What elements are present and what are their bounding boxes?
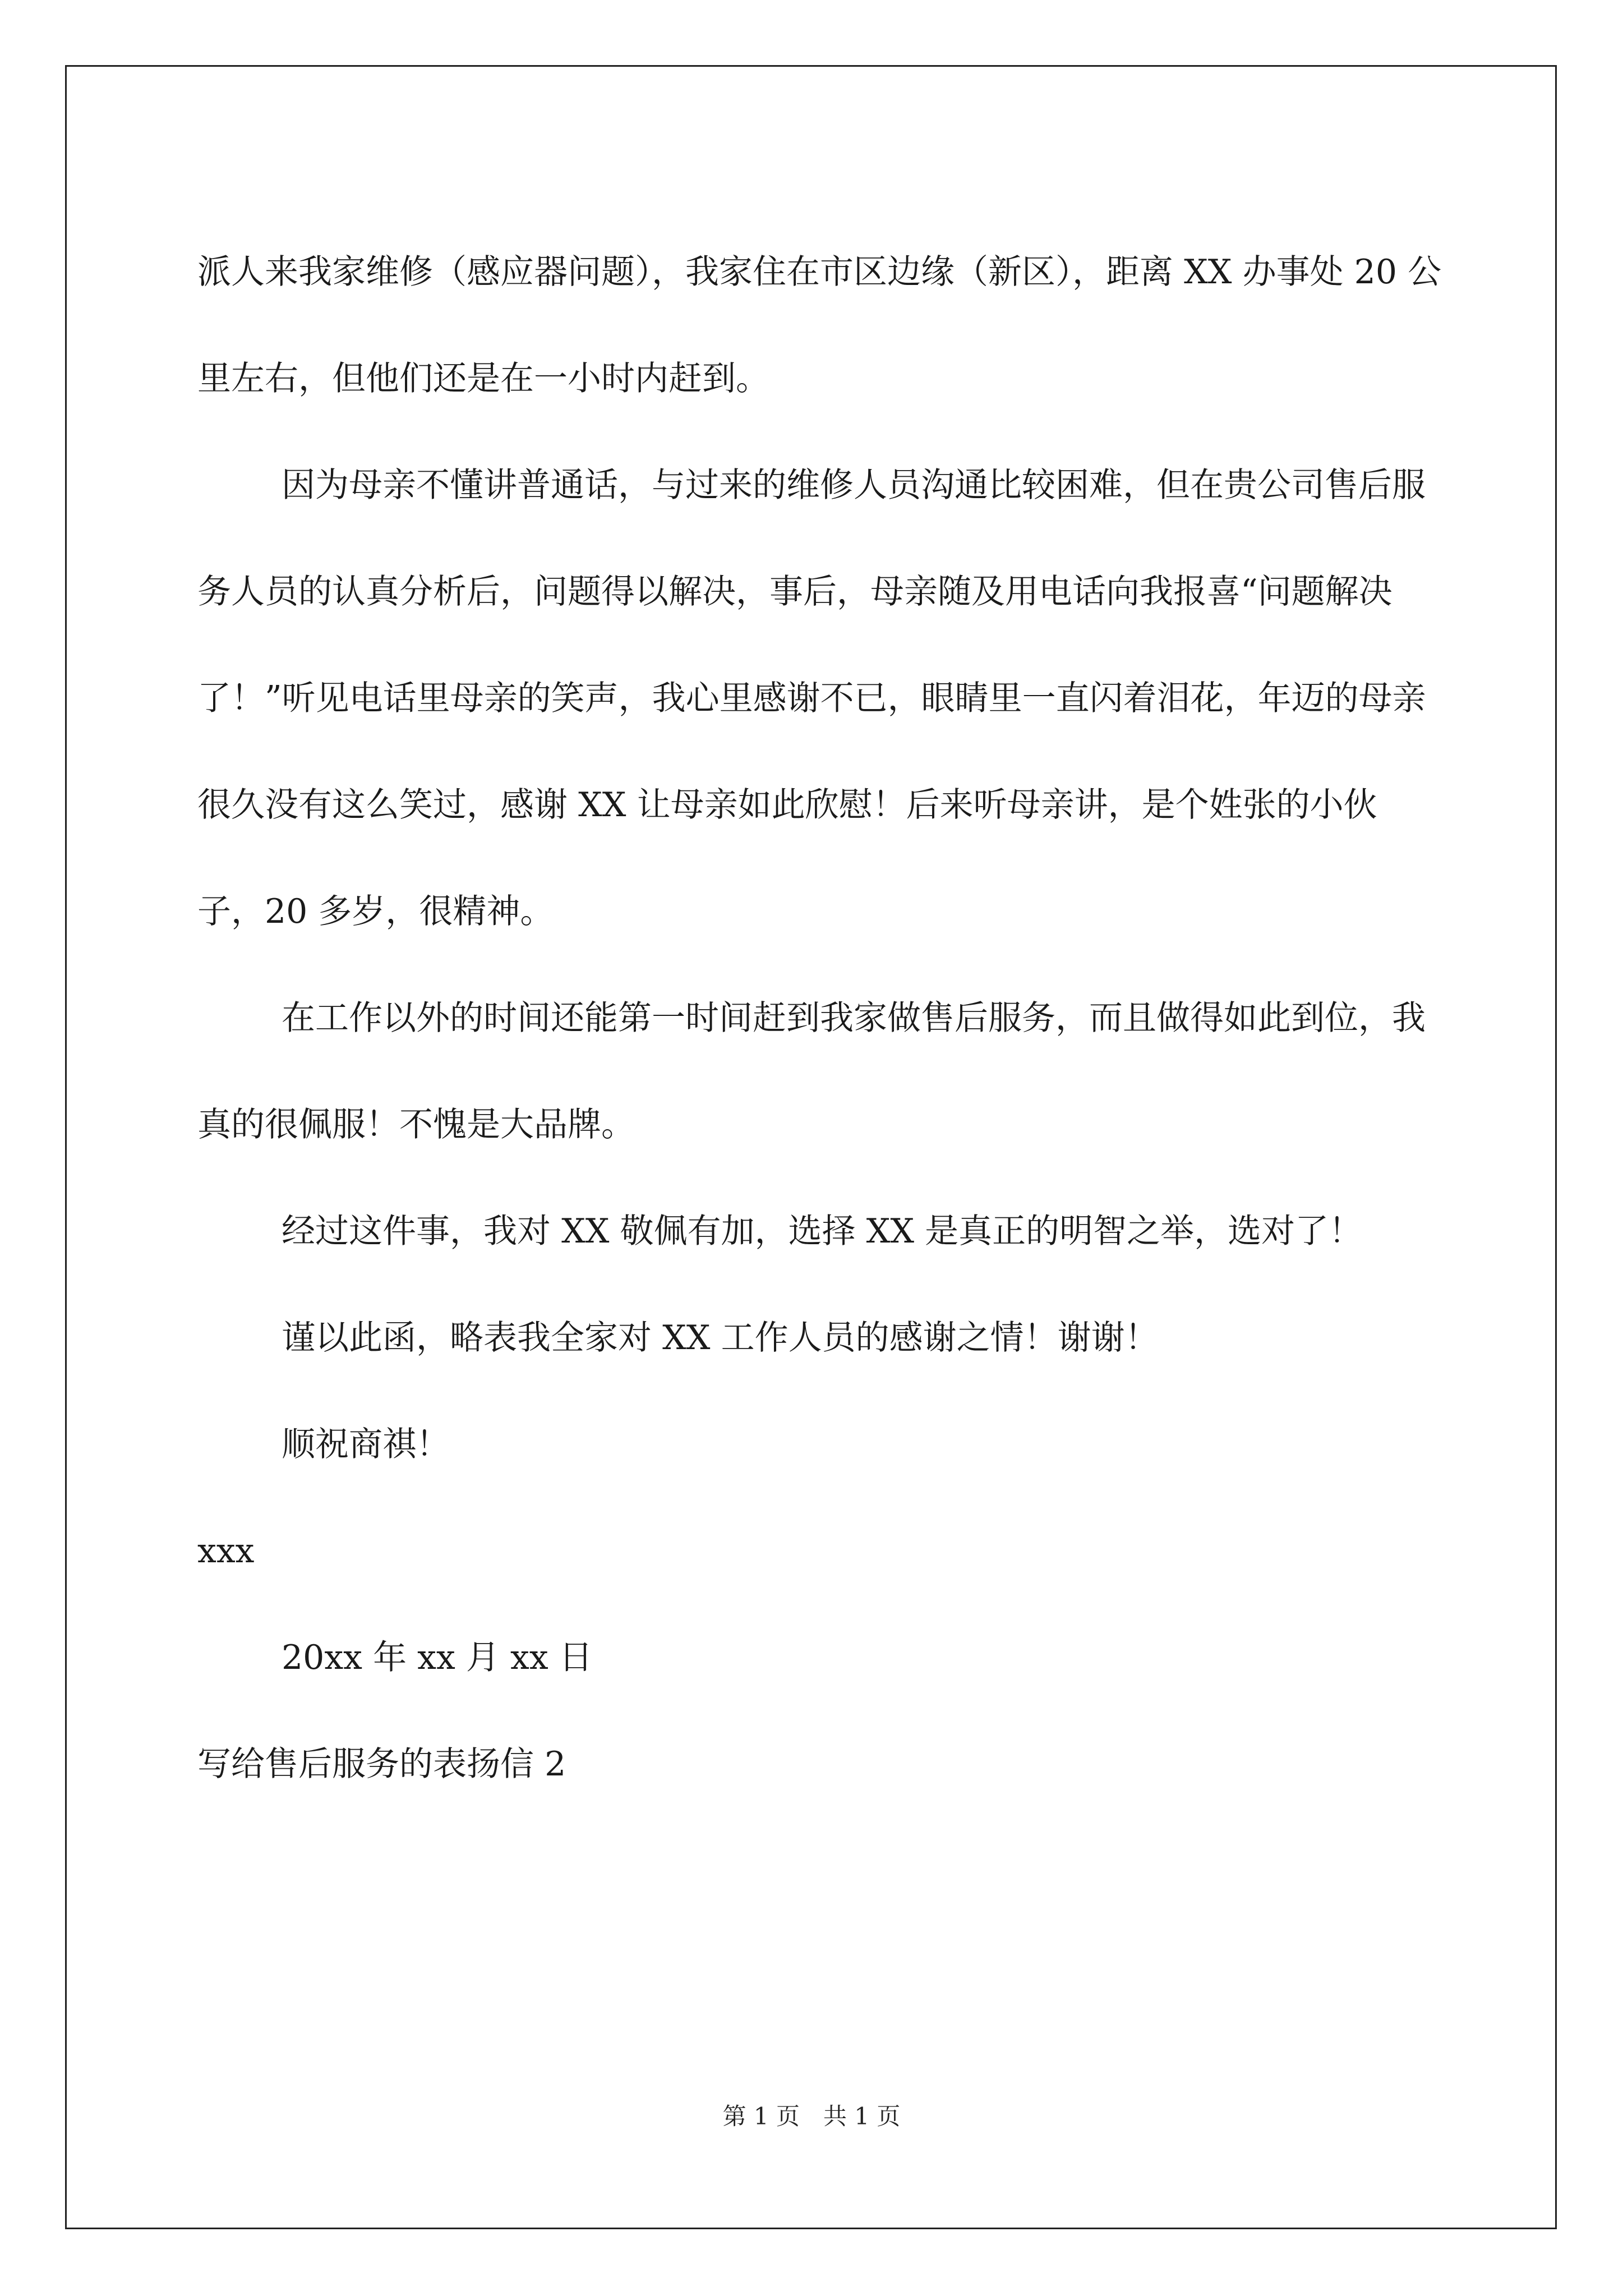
paragraph-thanks: 谨以此函，略表我全家对 XX 工作人员的感谢之情！谢谢！ xyxy=(282,1318,1159,1358)
paragraph-mother-story: 因为母亲不懂讲普通话，与过来的维修人员沟通比较困难，但在贵公司售后服务人员的认真分析后，问题得以解决，事后，母亲随及用电话向我报喜“问题解决了！”听见电话里母亲的笑声，我心里感谢不已，眼睛里一直闪着泪花，年迈的母亲很久没有这么笑过，感谢 XX 让母亲如此欣慰！后来听母亲讲，是个姓张的小伙子，20 多岁，很精神。 xyxy=(197,466,1426,931)
closing-greeting: 顺祝商祺！ xyxy=(282,1425,450,1464)
document-body xyxy=(197,219,1442,1818)
paragraph-wise-choice: 经过这件事，我对 XX 敬佩有加，选择 XX 是真正的明智之举，选对了！ xyxy=(282,1212,1363,1251)
page-number-footer: 第 1 页 共 1 页 xyxy=(722,2102,901,2130)
paragraph-repair-visit: 派人来我家维修（感应器问题），我家住在市区边缘（新区），距离 XX 办事处 20 公里左右，但他们还是在一小时内赶到。 xyxy=(197,252,1442,398)
next-section-title: 写给售后服务的表扬信 2 xyxy=(197,1745,566,1784)
signature: xxx xyxy=(197,1531,255,1571)
paragraph-after-hours-service: 在工作以外的时间还能第一时间赶到我家做售后服务，而且做得如此到位，我真的很佩服！不愧是大品牌。 xyxy=(197,999,1426,1144)
date-line: 20xx 年 xx 月 xx 日 xyxy=(282,1638,593,1677)
